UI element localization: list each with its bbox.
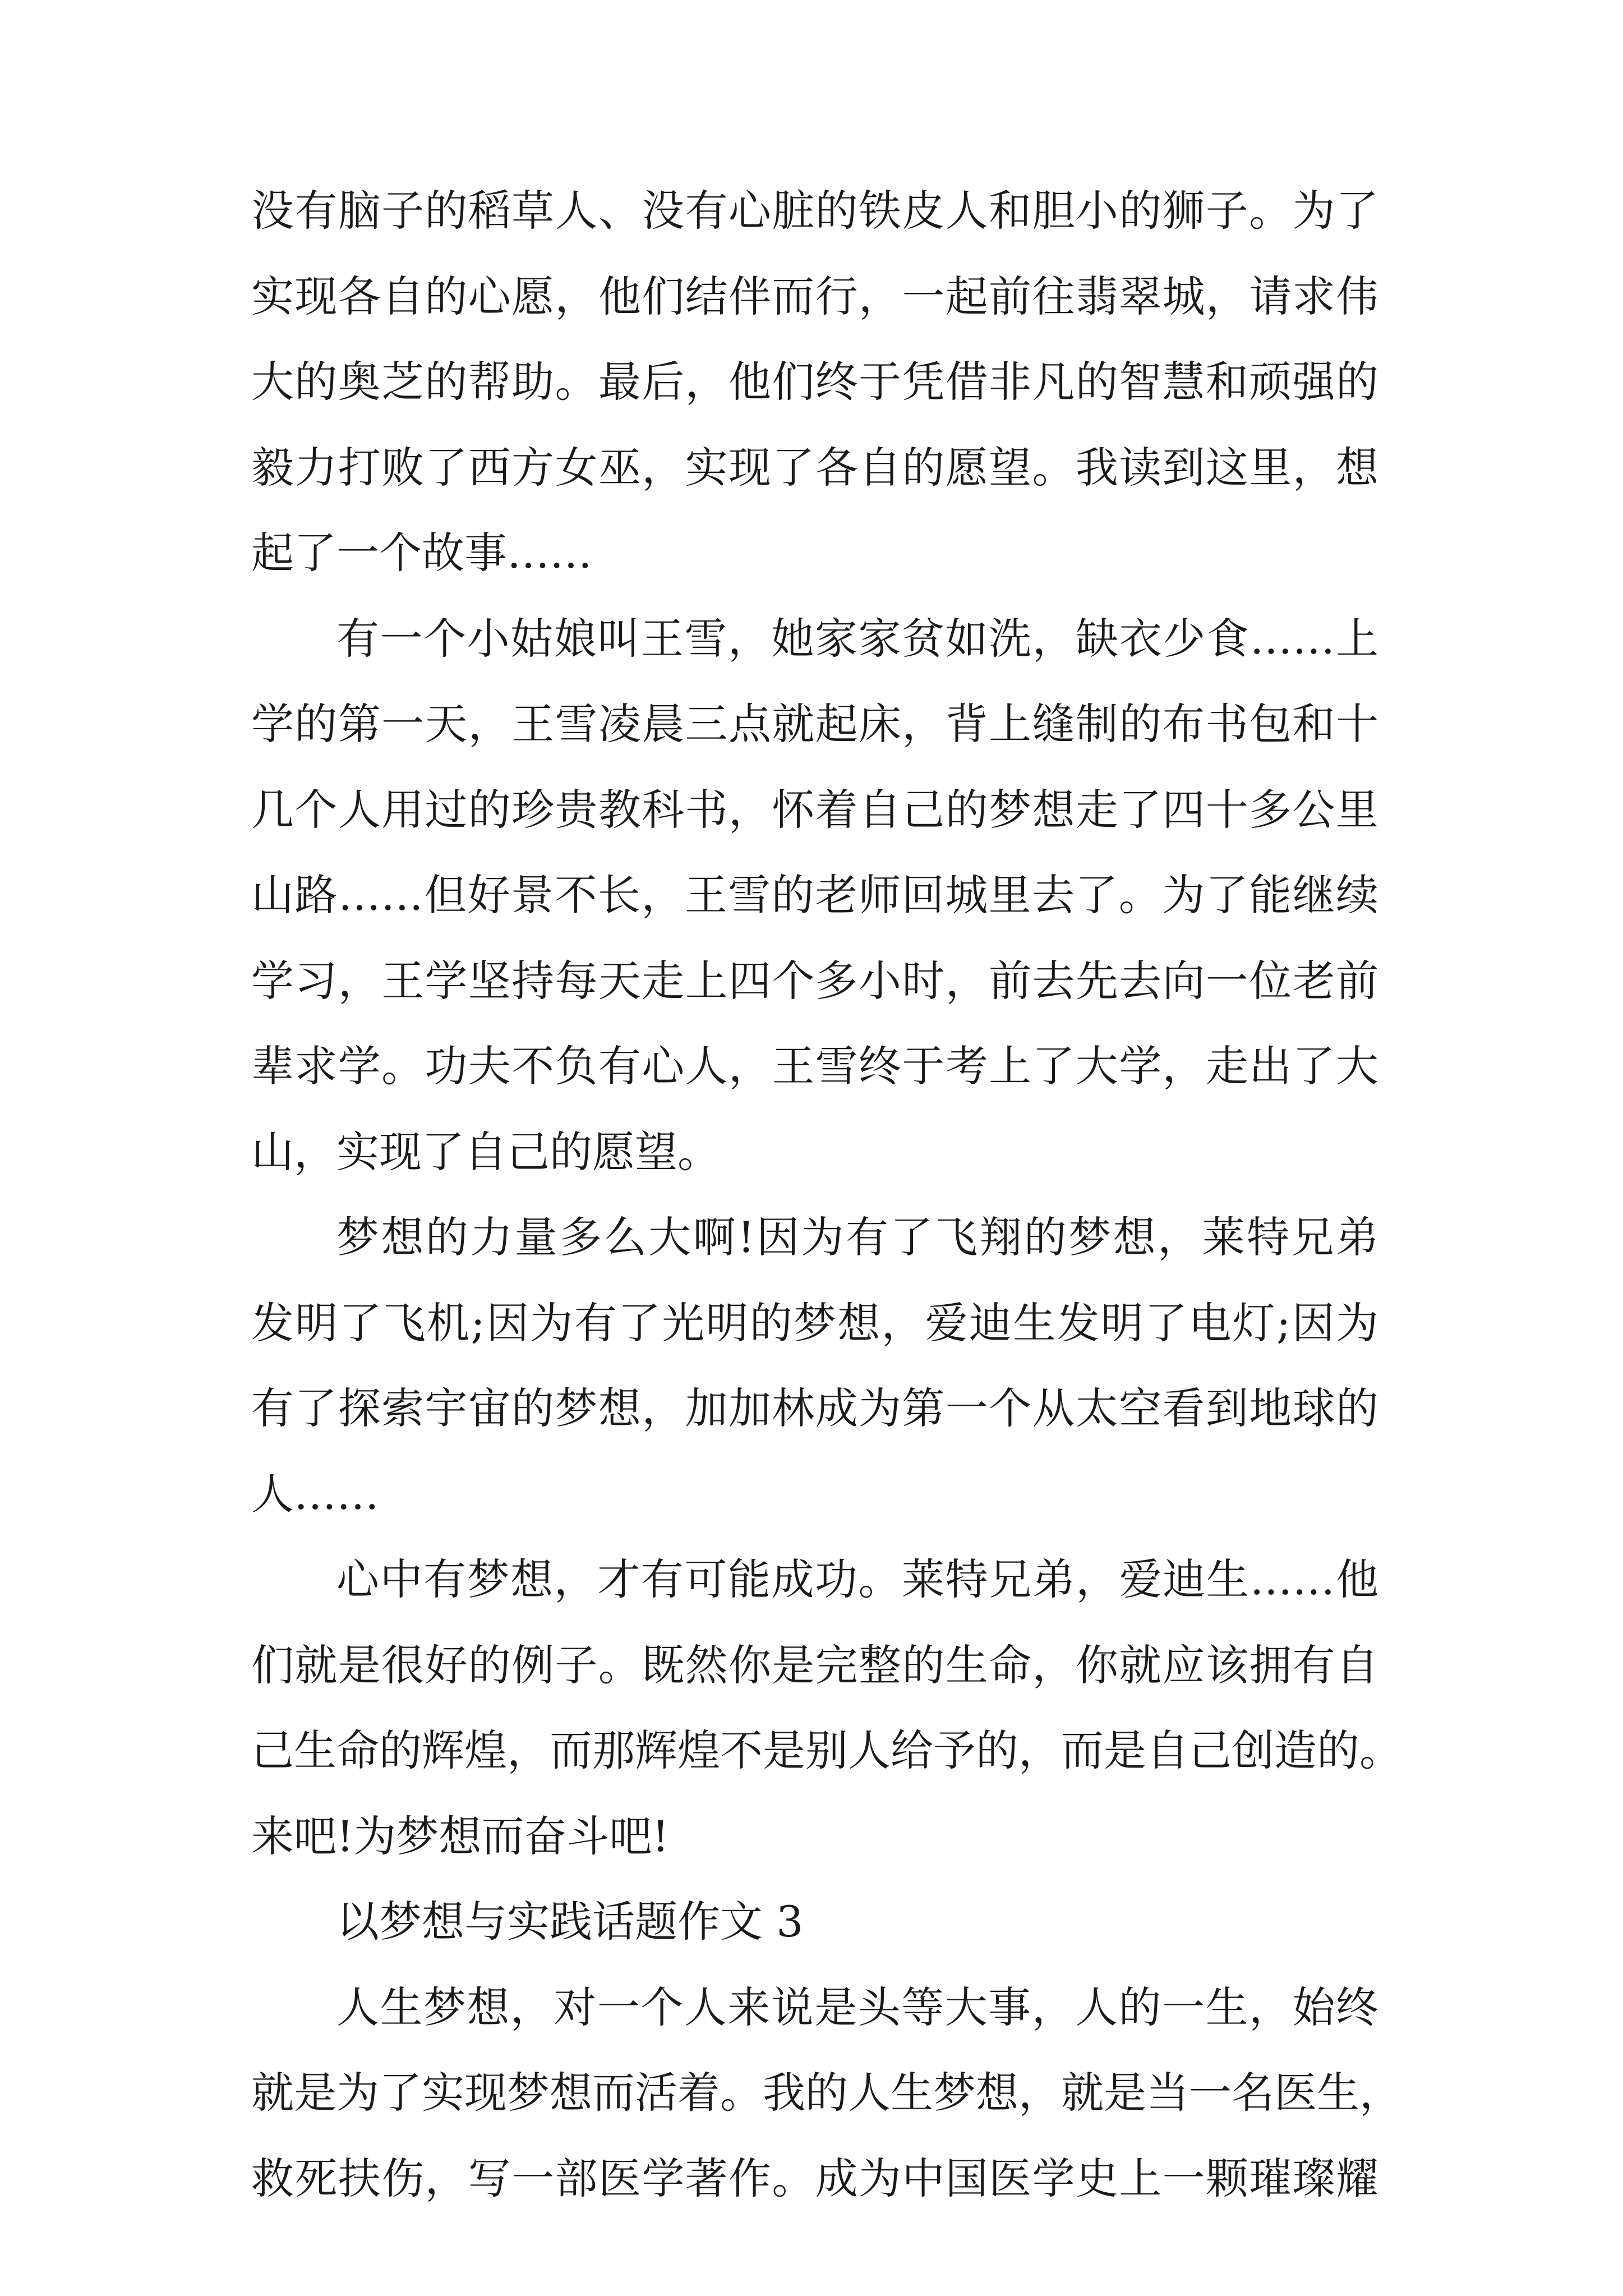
text-line: 己生命的辉煌，而那辉煌不是别人给予的，而是自己创造的。 (251, 1726, 1402, 1775)
text-line: 几个人用过的珍贵教科书，怀着自己的梦想走了四十多公里 (251, 784, 1378, 835)
text-line: 就是为了实现梦想而活着。我的人生梦想，就是当一名医生， (251, 2068, 1402, 2118)
text-line: 毅力打败了西方女巫，实现了各自的愿望。我读到这里，想 (251, 442, 1378, 493)
text-line: 人生梦想，对一个人来说是头等大事，人的一生，始终 (336, 1982, 1378, 2032)
body-text (251, 168, 1402, 2221)
text-line: 人…… (251, 1469, 379, 1519)
text-line: 发明了飞机;因为有了光明的梦想，爱迪生发明了电灯;因为 (251, 1297, 1378, 1348)
text-line: 有一个小姑娘叫王雪，她家家贫如洗，缺衣少食……上 (336, 613, 1378, 664)
text-line: 实现各自的心愿，他们结伴而行，一起前往翡翠城，请求伟 (251, 271, 1378, 321)
text-line: 心中有梦想，才有可能成功。莱特兄弟，爱迪生……他 (336, 1554, 1378, 1604)
text-line: 起了一个故事…… (251, 528, 592, 578)
text-line: 没有脑子的稻草人、没有心脏的铁皮人和胆小的狮子。为了 (251, 186, 1378, 236)
text-line: 有了探索宇宙的梦想，加加林成为第一个从太空看到地球的 (251, 1383, 1378, 1433)
text-line: 山路……但好景不长，王雪的老师回城里去了。为了能继续 (251, 870, 1378, 920)
text-line: 学习，王学坚持每天走上四个多小时，前去先去向一位老前 (251, 955, 1378, 1006)
text-line: 以梦想与实践话题作文 3 (336, 1897, 804, 1947)
text-line: 辈求学。功夫不负有心人，王雪终于考上了大学，走出了大 (251, 1041, 1378, 1091)
text-line: 救死扶伤，写一部医学著作。成为中国医学史上一颗璀璨耀 (251, 2153, 1378, 2203)
text-line: 来吧!为梦想而奋斗吧! (251, 1811, 670, 1861)
text-line: 们就是很好的例子。既然你是完整的生命，你就应该拥有自 (251, 1640, 1378, 1690)
text-line: 梦想的力量多么大啊!因为有了飞翔的梦想，莱特兄弟 (336, 1212, 1378, 1262)
text-line: 学的第一天，王雪凌晨三点就起床，背上缝制的布书包和十 (251, 699, 1378, 749)
text-line: 大的奥芝的帮助。最后，他们终于凭借非凡的智慧和顽强的 (251, 357, 1378, 407)
text-line: 山，实现了自己的愿望。 (251, 1126, 720, 1177)
